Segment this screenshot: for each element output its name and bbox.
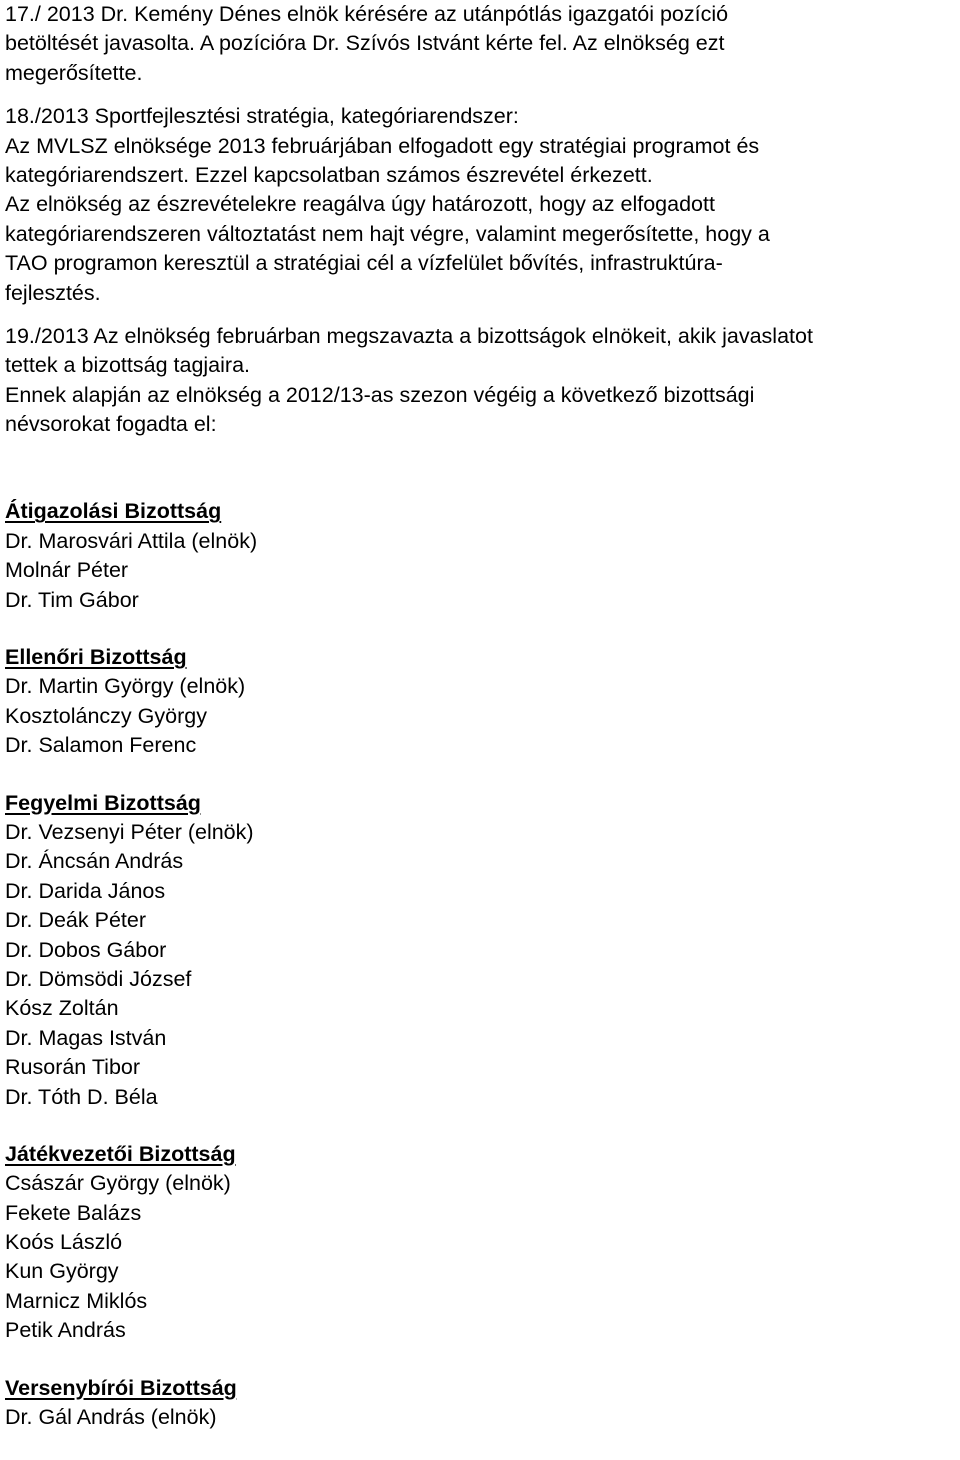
spacer <box>5 615 960 643</box>
committee-member: Dr. Martin György (elnök) <box>5 674 246 699</box>
committee-member: Császár György (elnök) <box>5 1171 231 1196</box>
committee-member: Dr. Marosvári Attila (elnök) <box>5 528 258 553</box>
committee-judges <box>5 1374 960 1433</box>
text-line: Az elnökség az észrevételekre reagálva úgy határozott, hogy az elfogadott <box>5 192 715 217</box>
document-page <box>5 0 960 1432</box>
committee-disciplinary <box>5 789 960 1112</box>
text-line: névsorokat fogadta el: <box>5 412 217 437</box>
committee-member: Rusorán Tibor <box>5 1055 141 1080</box>
committee-member: Fekete Balázs <box>5 1200 142 1225</box>
committee-member: Marnicz Miklós <box>5 1288 148 1313</box>
committee-heading: Fegyelmi Bizottság <box>5 790 201 815</box>
committee-member: Petik András <box>5 1318 126 1343</box>
paragraph-item-18 <box>5 102 960 308</box>
paragraph-item-17 <box>5 0 960 88</box>
spacer <box>5 761 960 789</box>
committee-member: Dr. Magas István <box>5 1025 167 1050</box>
committee-heading: Versenybírói Bizottság <box>5 1375 237 1400</box>
committee-heading: Játékvezetői Bizottság <box>5 1141 236 1166</box>
committee-heading: Átigazolási Bizottság <box>5 499 222 524</box>
committee-heading: Ellenőri Bizottság <box>5 645 187 670</box>
committee-member: Dr. Vezsenyi Péter (elnök) <box>5 819 254 844</box>
text-line: TAO programon keresztül a stratégiai cél a vízfelület bővítés, infrastruktúra- <box>5 251 723 276</box>
text-line: tettek a bizottság tagjaira. <box>5 353 251 378</box>
text-line: megerősítette. <box>5 60 143 85</box>
committee-member: Dr. Darida János <box>5 878 166 903</box>
spacer <box>5 439 960 497</box>
spacer <box>5 308 960 322</box>
committee-member: Dr. Áncsán András <box>5 849 184 874</box>
text-line: 17./ 2013 Dr. Kemény Dénes elnök kérésére az utánpótlás igazgatói pozíció <box>5 2 729 26</box>
committee-audit <box>5 643 960 761</box>
paragraph-item-19 <box>5 322 960 440</box>
committee-member: Kósz Zoltán <box>5 996 119 1021</box>
committee-member: Dr. Deák Péter <box>5 908 146 933</box>
committee-member: Dr. Dobos Gábor <box>5 937 167 962</box>
committee-member: Dr. Dömsödi József <box>5 966 192 991</box>
committee-member: Molnár Péter <box>5 558 129 583</box>
committee-member: Dr. Salamon Ferenc <box>5 733 197 758</box>
text-line: kategóriarendszert. Ezzel kapcsolatban számos észrevétel érkezett. <box>5 162 653 187</box>
spacer <box>5 1112 960 1140</box>
text-line: kategóriarendszeren változtatást nem hajt végre, valamint megerősítette, hogy a <box>5 221 770 246</box>
text-line: 18./2013 Sportfejlesztési stratégia, kategóriarendszer: <box>5 104 519 129</box>
committee-member: Kosztolánczy György <box>5 703 207 728</box>
committee-transfer <box>5 497 960 615</box>
committee-referee <box>5 1140 960 1346</box>
text-line: 19./2013 Az elnökség februárban megszavazta a bizottságok elnökeit, akik javaslatot <box>5 323 813 348</box>
committee-member: Dr. Tóth D. Béla <box>5 1084 158 1109</box>
committee-member: Dr. Gál András (elnök) <box>5 1405 217 1430</box>
text-line: Ennek alapján az elnökség a 2012/13-as szezon végéig a következő bizottsági <box>5 382 755 407</box>
spacer <box>5 1346 960 1374</box>
text-line: betöltését javasolta. A pozícióra Dr. Szívós Istvánt kérte fel. Az elnökség ezt <box>5 31 725 56</box>
text-line: fejlesztés. <box>5 280 101 305</box>
committee-member: Dr. Tim Gábor <box>5 587 139 612</box>
committee-member: Kun György <box>5 1259 119 1284</box>
spacer <box>5 88 960 102</box>
committee-member: Koós László <box>5 1230 123 1255</box>
text-line: Az MVLSZ elnöksége 2013 februárjában elfogadott egy stratégiai programot és <box>5 133 760 158</box>
